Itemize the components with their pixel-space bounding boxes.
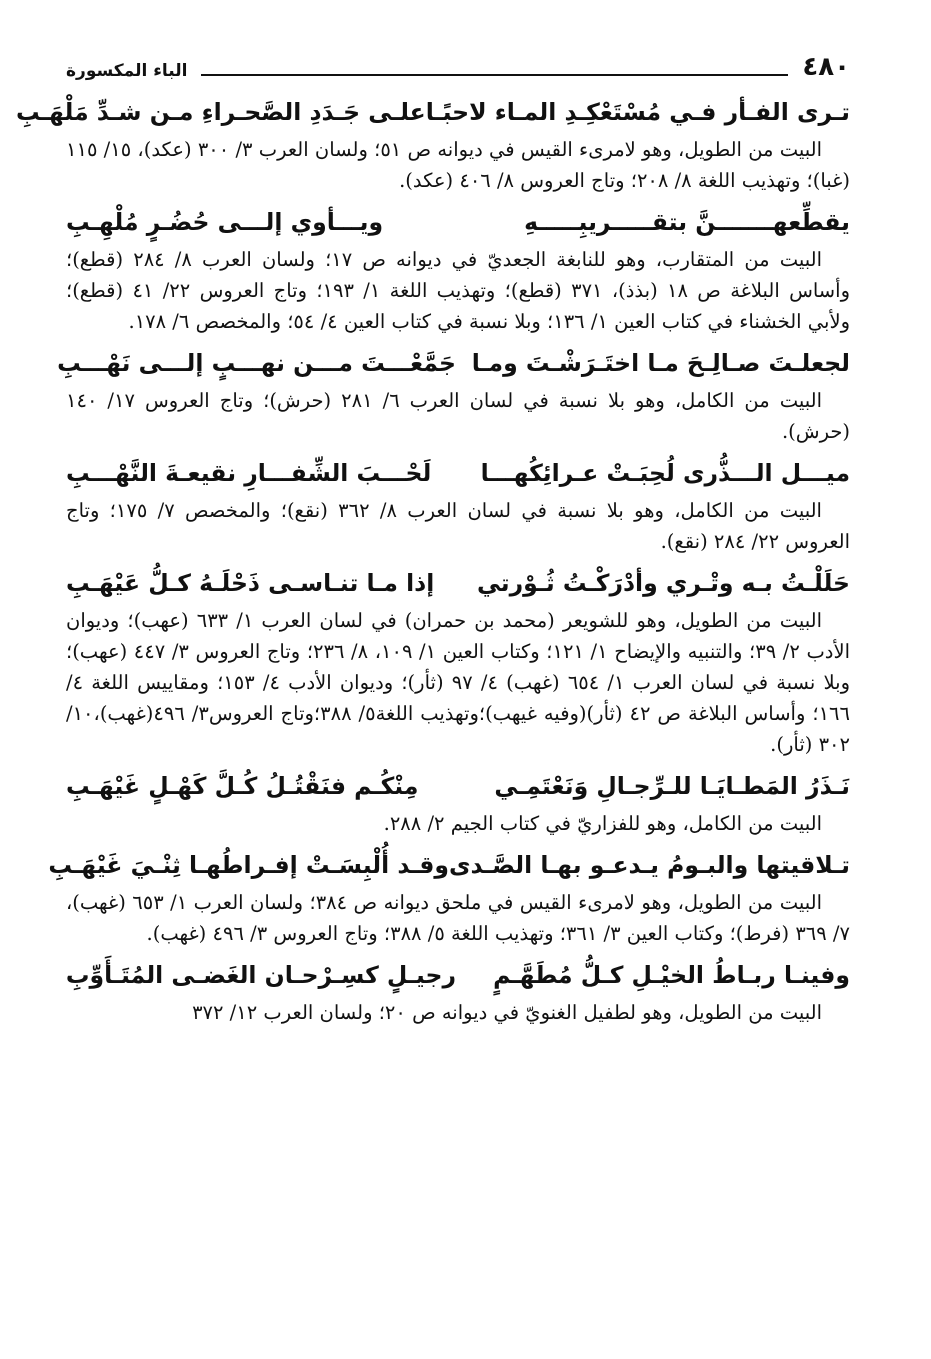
verse-line	[48, 845, 850, 887]
verse-line	[66, 563, 850, 605]
verse-entries	[16, 92, 851, 1034]
verse-line	[66, 453, 850, 495]
verse-first-hemistich: لجعلـتَ صـالِـحَ مـا اختَـرَشْـتَ ومـا	[471, 349, 850, 377]
verse-entry	[57, 343, 850, 447]
verse-note: البيت من الطويل، وهو لامرىء القيس في ملحق ديوانه ص ٣٨٤؛ ولسان العرب ١/ ٦٥٣ (غهب)، ٧/ ٣٦٩ (فرط)؛ وكتاب العين ٣/ ٣٦١؛ وتهذيب اللغة ٥/ ٣٨٨؛ وتاج العروس ٣/ ٤٩٦ (غهب).	[66, 891, 850, 945]
verse-line	[16, 92, 850, 134]
verse-second-hemistich: جَمَّعْـــتَ مـــن نهـــبٍ إلـــى نَهْـــبِ	[57, 349, 456, 377]
verse-first-hemistich: تـرى الفـأر فـي مُسْتَعْكِـدِ المـاء لاحبًـا	[425, 98, 850, 126]
running-title: الباء المكسورة	[66, 61, 188, 81]
verse-first-hemistich: حَلَلْـتُ بـه وتْـري وأدْرَكْـتُ ثُـوْرتي	[476, 569, 850, 597]
verse-note: البيت من الطويل، وهو للشويعر (محمد بن حمران) في لسان العرب ١/ ٦٣٣ (عهب)؛ وديوان الأدب ٢/ ٣٩؛ والتنبيه والإيضاح ١/ ١٢١؛ وكتاب العين ١/ ١٠٩، ٨/ ٢٣٦؛ وتاج العروس ٣/ ٤٤٧ (عهب)؛ وبلا نسبة في لسان العرب ١/ ٦٥٤ (غهب) ٤/ ٩٧ (ثأر)؛ وديوان الأدب ٤/ ١٥٣؛ ومقاييس اللغة ٤/ ١٦٦؛ وأساس البلاغة ص ٤٢ (ثأر)(وفيه غيهب)؛وتهذيب اللغة٥/ ٣٨٨؛وتاج العروس٣/ ٤٩٦(غهب)،١٠/ ٣٠٢ (ثأر).	[66, 609, 851, 756]
verse-first-hemistich: نَـذَرُ المَطـايَـا للـرِّجـالِ وَنَعْتَمِـي	[494, 772, 850, 800]
verse-entry	[66, 202, 850, 337]
verse-note: البيت من الطويل، وهو لامرىء القيس في ديوانه ص ٥١؛ ولسان العرب ٣/ ٣٠٠ (عكد)، ١٥/ ١١٥ (غبا)؛ وتهذيب اللغة ٨/ ٢٠٨؛ وتاج العروس ٨/ ٤٠٦ (عكد).	[66, 138, 850, 192]
verse-note: البيت من الطويل، وهو لطفيل الغنويّ في ديوانه ص ٢٠؛ ولسان العرب ١٢/ ٣٧٢	[192, 1001, 822, 1024]
book-page	[16, 40, 851, 1340]
verse-entry	[66, 563, 850, 760]
header-rule	[201, 74, 788, 76]
verse-line	[57, 343, 850, 385]
verse-first-hemistich: ميـــل الـــذُّرى لُحِبَـتْ عـرائِكُهـــا	[480, 459, 850, 487]
verse-second-hemistich: لَحْـــبَ الشِّفـــارِ نقيعـةَ النَّهْـــبِ	[66, 459, 432, 487]
verse-second-hemistich: ويـــأوي إلـــى حُضُـرٍ مُلْهِـبِ	[66, 208, 384, 236]
page-number: ٤٨٠	[802, 52, 850, 82]
page-header	[66, 40, 850, 84]
verse-entry	[66, 955, 850, 1028]
verse-note: البيت من الكامل، وهو للفزاريّ في كتاب الجيم ٢/ ٢٨٨.	[383, 812, 822, 835]
verse-second-hemistich: وقـد أُلْبِسَـتْ إفـراطُهـا ثِنْـيَ غَيْهَـبِ	[48, 851, 449, 879]
verse-second-hemistich: مِنْكُـم فنَقْتُـلُ كُـلَّ كَهْـلٍ غَيْهَـبِ	[66, 772, 419, 800]
verse-note: البيت من المتقارب، وهو للنابغة الجعديّ في ديوانه ص ١٧؛ ولسان العرب ٨/ ٢٨٤ (قطع)؛ وأساس البلاغة ص ١٨ (بذذ)، ٣٧١ (قطع)؛ وتهذيب اللغة ١/ ١٩٣؛ وتاج العروس ٢٢/ ٤١ (قطع)؛ ولأبي الخشناء في كتاب العين ١/ ١٣٦؛ وبلا نسبة في كتاب العين ٤/ ٥٤؛ والمخصص ٦/ ١٧٨.	[66, 248, 850, 333]
verse-note: البيت من الكامل، وهو بلا نسبة في لسان العرب ٦/ ٢٨١ (حرش)؛ وتاج العروس ١٧/ ١٤٠ (حرش).	[66, 389, 850, 443]
verse-line	[66, 766, 850, 808]
verse-first-hemistich: يقطِّعهـــــــنَّ بتقـــــريبِـــــهِ	[524, 208, 850, 236]
verse-entry	[16, 92, 850, 196]
verse-entry	[66, 453, 850, 557]
verse-second-hemistich: علـى جَـدَدِ الصَّحـراءِ مـن شـدِّ مَلْهَـبِ	[16, 98, 426, 126]
verse-entry	[48, 845, 850, 949]
verse-entry	[66, 766, 850, 839]
verse-first-hemistich: تـلاقيتها والبـومُ يـدعـو بهـا الصَّـدى	[448, 851, 850, 879]
verse-line	[66, 955, 850, 997]
verse-note: البيت من الكامل، وهو بلا نسبة في لسان العرب ٨/ ٣٦٢ (نقع)؛ والمخصص ٧/ ١٧٥؛ وتاج العروس ٢٢/ ٢٨٤ (نقع).	[66, 499, 850, 553]
verse-second-hemistich: إذا مـا تنـاسـى ذَحْلَـهُ كـلُّ عَيْهَـبِ	[66, 569, 435, 597]
verse-second-hemistich: رجيـلٍ كسِـرْحـان الغَضـى المُتَـأَوِّبِ	[65, 961, 456, 989]
verse-first-hemistich: وفينـا ربـاطُ الخيْـلِ كـلُّ مُطَهَّـمٍ	[493, 961, 850, 989]
verse-line	[66, 202, 850, 244]
